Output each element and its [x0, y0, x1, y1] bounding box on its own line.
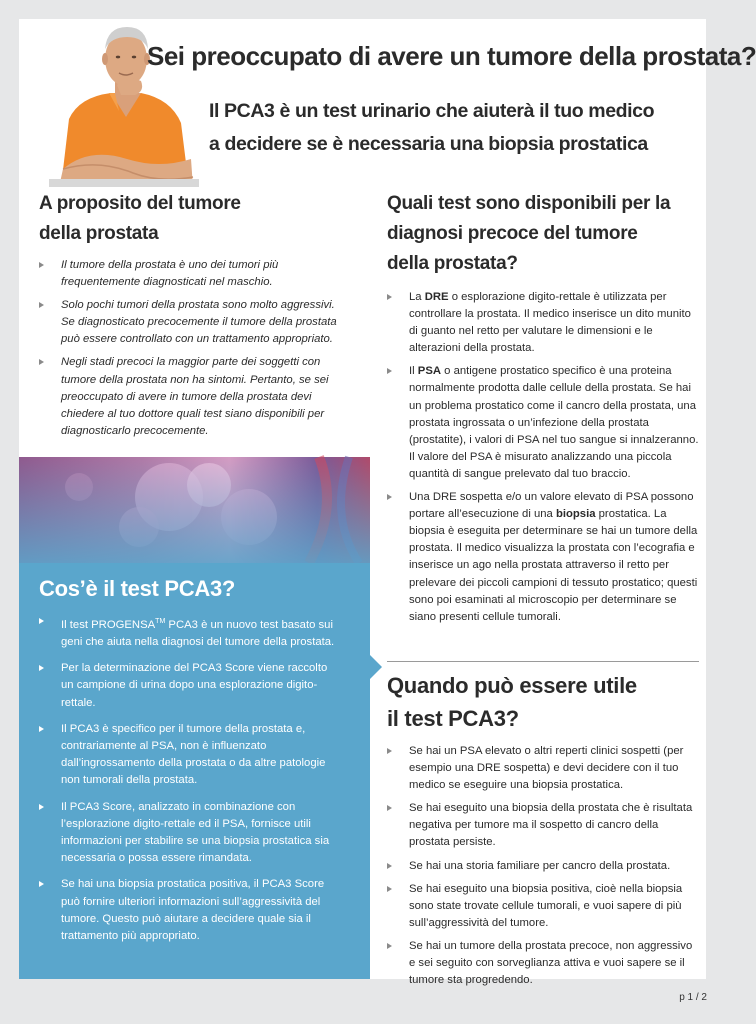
page — [19, 19, 756, 987]
pca3-list — [39, 613, 339, 954]
list-item: Se hai una biopsia prostatica positiva, il PCA3 Score può fornire ulteriori informazioni sull’aggressività del tumore. Questo può aiutare a decidere quale sia il trattamento più appropriato. — [39, 876, 339, 945]
list-item: Se hai un PSA elevato o altri reperti clinici sospetti (per esempio una DRE sospetta) e devi decidere con il tuo medico se eseguire una biopsia prostatica. — [387, 743, 699, 794]
list-item: Per la determinazione del PCA3 Score viene raccolto un campione di urina dopo una esplorazione digito-rettale. — [39, 660, 339, 712]
list-item: Il PSA o antigene prostatico specifico è una proteina normalmente prodotta dalle cellule della prostata. Se hai un problema prostatico come il cancro della prostata, una prostata ingrossata o un’infezione della prostata (prostatite), i valori di PSA nel tuo sangue si innalzeranno. Il valore del PSA è misurato analizzando una piccola quantità di sangue prelevato dal tuo braccio. — [387, 363, 699, 483]
list-item: Il tumore della prostata è uno dei tumori più frequentemente diagnosticati nel maschio. — [39, 257, 339, 291]
list-item: Il PCA3 è specifico per il tumore della prostata e, contrariamente al PSA, non è influenzato dall’ingrossamento della prostata o da altre patologie non tumorali della prostata. — [39, 721, 339, 790]
tests-heading: Quali test sono disponibili per la diagnosi precoce del tumore della prostata? — [387, 193, 671, 274]
tests-list — [387, 289, 699, 626]
list-item: Negli stadi precoci la maggior parte dei soggetti con tumore della prostata non ha sintomi. Pertanto, se sei preoccupato di avere in tumore della prostata devi chiedere al tuo dottore quali test siano disponibili per diagnosticarlo precocemente. — [39, 354, 339, 439]
list-item: Se hai eseguito una biopsia della prostata che è risultata negativa per tumore ma il sospetto di cancro della prostata persiste. — [387, 800, 699, 851]
list-item: Il PCA3 Score, analizzato in combinazione con l’esplorazione digito-rettale ed il PSA, fornisce utili informazioni per stabilire se una biopsia prostatica sia necessaria o possa essere rimandata. — [39, 799, 339, 868]
list-item: Se hai una storia familiare per cancro della prostata. — [387, 858, 699, 875]
panel-pointer — [370, 655, 382, 679]
tests-section — [387, 189, 699, 632]
subtitle-line-1: Il PCA3 è un test urinario che aiuterà il tuo medico — [209, 100, 655, 122]
about-list — [39, 257, 339, 440]
list-item: Il test PROGENSA™ PCA3 è un nuovo test basato sui geni che aiuta nella diagnosi del tumore della prostata. — [39, 613, 339, 651]
triangle-right-icon — [387, 863, 392, 869]
triangle-right-icon — [387, 886, 392, 892]
triangle-right-icon — [39, 726, 44, 732]
list-item: Se hai un tumore della prostata precoce, non aggressivo e sei seguito con sorveglianza attiva e vuoi sapere se il tumore sta progredendo. — [387, 938, 699, 989]
triangle-right-icon — [39, 804, 44, 810]
list-item: Una DRE sospetta e/o un valore elevato di PSA possono portare all’esecuzione di una biopsia prostatica. La biopsia è eseguita per determinare se hai un tumore della prostata. Il medico visualizza la prostata con l’ecografia e inserisce un ago nella prostata attraverso il retto per prelevare dei piccoli campioni di tessuto prostatico; questi sono poi esaminati al microscopio per determinare se siano presenti cellule tumorali. — [387, 489, 699, 626]
section-divider — [387, 661, 699, 662]
triangle-right-icon — [39, 262, 44, 268]
when-list — [387, 743, 699, 989]
cells-illustration — [19, 457, 370, 563]
about-heading: A proposito del tumore della prostata — [39, 193, 241, 244]
triangle-right-icon — [39, 881, 44, 887]
triangle-right-icon — [387, 748, 392, 754]
list-item: Solo pochi tumori della prostata sono molto aggressivi. Se diagnosticato precocemente il tumore della prostata può essere controllato con un trattamento appropriato. — [39, 297, 339, 348]
when-section — [387, 669, 699, 995]
pca3-heading: Cos’è il test PCA3? — [39, 576, 236, 601]
triangle-right-icon — [39, 665, 44, 671]
page-title: Sei preoccupato di avere un tumore della prostata? — [147, 41, 756, 71]
triangle-right-icon — [387, 805, 392, 811]
triangle-right-icon — [39, 302, 44, 308]
page-number: p 1 / 2 — [679, 992, 707, 1003]
pca3-panel — [19, 563, 370, 979]
triangle-right-icon — [387, 943, 392, 949]
about-section — [39, 189, 369, 446]
subtitle-line-2: a decidere se è necessaria una biopsia prostatica — [209, 133, 648, 155]
list-item: Se hai eseguito una biopsia positiva, cioè nella biopsia sono state trovate cellule tumorali, e vuoi sapere di più sull’aggressività del tumore. — [387, 881, 699, 932]
triangle-right-icon — [387, 294, 392, 300]
triangle-right-icon — [39, 618, 44, 624]
triangle-right-icon — [387, 494, 392, 500]
when-heading: Quando può essere utile il test PCA3? — [387, 673, 637, 731]
triangle-right-icon — [39, 359, 44, 365]
list-item: La DRE o esplorazione digito-rettale è utilizzata per controllare la prostata. Il medico inserisce un dito munito di guanto nel retto per valutare le dimensioni e le alterazioni della prostata. — [387, 289, 699, 357]
triangle-right-icon — [387, 368, 392, 374]
page-subtitle — [209, 95, 654, 161]
